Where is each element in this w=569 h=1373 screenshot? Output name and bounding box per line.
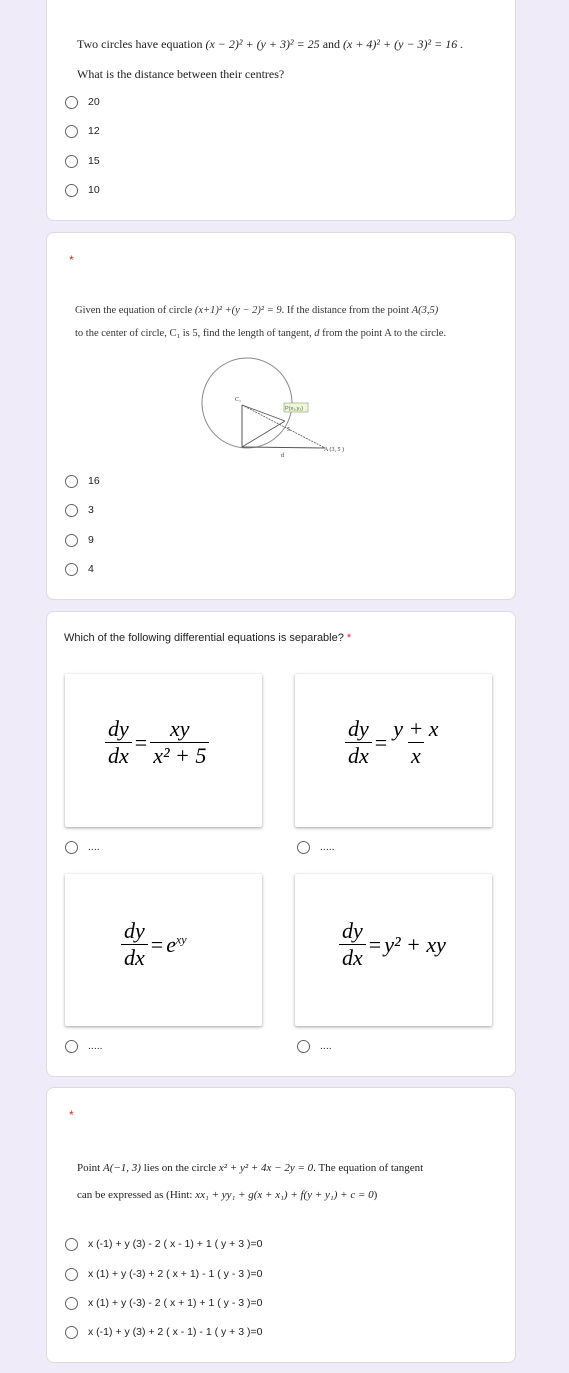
q4-mid: lies on the circle xyxy=(143,1162,217,1174)
q4-prefix: Point xyxy=(77,1162,101,1174)
q4-point: A(−1, 3) xyxy=(102,1162,141,1174)
denominator: dx xyxy=(345,742,372,769)
question-1-text: What is the distance between their centres? xyxy=(77,67,285,81)
option-label: 3 xyxy=(88,504,94,516)
choice-image-4 xyxy=(295,874,492,1026)
required-asterisk: * xyxy=(346,632,352,644)
q1-option-1[interactable] xyxy=(65,92,100,112)
rhs-expression: y² + xy xyxy=(384,931,446,957)
option-label: x (1) + y (-3) - 2 ( x + 1) + 1 ( y - 3 )=0 xyxy=(88,1297,263,1309)
choice-image-3 xyxy=(65,874,262,1026)
q4-suffix: . The equation of tangent xyxy=(313,1162,424,1174)
hyp-line xyxy=(242,405,325,448)
q1-intro: Two circles have equation xyxy=(77,37,203,51)
choice-image-2 xyxy=(295,674,492,827)
equals-sign: = xyxy=(150,931,164,957)
option-label: 10 xyxy=(88,184,100,196)
option-label: 20 xyxy=(88,96,100,108)
equation-4 xyxy=(339,918,446,971)
q1-equation-2: (x + 4)² + (y − 3)² = 16 . xyxy=(343,37,464,51)
radio-button[interactable] xyxy=(65,96,78,109)
numerator: dy xyxy=(348,716,369,741)
option-label: 9 xyxy=(88,534,94,546)
question-4-line-1 xyxy=(77,1162,423,1174)
denominator: x² + 5 xyxy=(150,742,209,769)
d-label: d xyxy=(281,453,284,459)
lhs-fraction xyxy=(339,918,366,971)
numerator: dy xyxy=(124,918,145,943)
circle-shape xyxy=(202,358,292,448)
top-line xyxy=(242,405,285,421)
radio-button[interactable] xyxy=(65,184,78,197)
q2-prefix: Given the equation of circle xyxy=(75,305,193,316)
numerator: dy xyxy=(108,716,129,741)
radio-button[interactable] xyxy=(65,475,78,488)
option-label: .... xyxy=(88,841,100,853)
tangent-diagram xyxy=(197,335,377,459)
question-4-line-2 xyxy=(77,1189,377,1201)
q2-option-4[interactable] xyxy=(65,559,94,579)
q3-option-1[interactable] xyxy=(65,837,100,857)
radio-button[interactable] xyxy=(65,1238,78,1251)
equals-sign: = xyxy=(368,931,382,957)
option-label: x (-1) + y (3) + 2 ( x - 1) - 1 ( y + 3 )=0 xyxy=(88,1326,263,1338)
point-a-label: A (3, 5 ) xyxy=(324,447,344,453)
equals-sign: = xyxy=(374,729,388,755)
option-label: 15 xyxy=(88,155,100,167)
denominator: x xyxy=(408,742,424,769)
radio-button[interactable] xyxy=(65,155,78,168)
radio-button[interactable] xyxy=(65,1297,78,1310)
denominator: dx xyxy=(105,742,132,769)
question-card-2 xyxy=(46,232,516,600)
exp-power: xy xyxy=(175,932,187,947)
radio-button[interactable] xyxy=(65,1040,78,1053)
q1-equation-1: (x − 2)² + (y + 3)² = 25 xyxy=(205,37,320,51)
q1-option-2[interactable] xyxy=(65,121,100,141)
q2-line2-suffix: from the point A to the circle. xyxy=(322,328,447,339)
radius-label: 5 xyxy=(287,427,290,433)
q4-option-2[interactable] xyxy=(65,1264,262,1284)
question-1-prompt xyxy=(77,37,463,52)
q3-option-4[interactable] xyxy=(297,1036,332,1056)
q4-circle-equation: x² + y² + 4x − 2y = 0 xyxy=(218,1162,314,1174)
radio-button[interactable] xyxy=(297,1040,310,1053)
option-label: .... xyxy=(320,1040,332,1052)
q2-option-3[interactable] xyxy=(65,530,94,550)
point-label-text: P(x₁,y₁) xyxy=(285,406,304,412)
q2-line2-text: to the center of circle, C₁ is 5, find the length of tangent, xyxy=(75,328,312,339)
radio-button[interactable] xyxy=(65,534,78,547)
question-2-line-1 xyxy=(75,305,438,316)
q4-hint-prefix: can be expressed as (Hint: xyxy=(77,1189,193,1201)
option-label: x (1) + y (-3) + 2 ( x + 1) - 1 ( y - 3 )=0 xyxy=(88,1268,263,1280)
q4-option-3[interactable] xyxy=(65,1293,262,1313)
radio-button[interactable] xyxy=(65,125,78,138)
lhs-fraction xyxy=(121,918,148,971)
lhs-fraction xyxy=(105,716,132,769)
equals-sign: = xyxy=(134,729,148,755)
question-card-1 xyxy=(46,0,516,221)
required-asterisk: * xyxy=(69,253,74,267)
lhs-fraction xyxy=(345,716,372,769)
q2-option-1[interactable] xyxy=(65,471,100,491)
exp-base: e xyxy=(166,931,176,957)
option-label: ..... xyxy=(320,841,335,853)
numerator: dy xyxy=(342,918,363,943)
option-label: 16 xyxy=(88,475,100,487)
choice-image-1 xyxy=(65,674,262,827)
to-tangent-point xyxy=(242,421,285,447)
q4-hint-equation: xx₁ + yy₁ + g(x + x₁) + f(y + y₁) + c = 0 xyxy=(195,1189,374,1201)
question-3-title xyxy=(64,632,351,644)
rhs-fraction xyxy=(390,716,441,769)
equation-1 xyxy=(105,716,209,769)
rhs-fraction xyxy=(150,716,209,769)
radio-button[interactable] xyxy=(65,563,78,576)
center-label: C₁ xyxy=(235,397,242,403)
radio-button[interactable] xyxy=(65,841,78,854)
q2-point: A(3,5) xyxy=(411,305,439,316)
q3-option-2[interactable] xyxy=(297,837,335,857)
q3-option-3[interactable] xyxy=(65,1036,103,1056)
numerator: y + x xyxy=(393,716,439,741)
option-label: ..... xyxy=(88,1040,103,1052)
q2-suffix: . If the distance from the point xyxy=(281,305,410,316)
q4-option-4[interactable] xyxy=(65,1322,262,1342)
q4-option-1[interactable] xyxy=(65,1234,262,1254)
q2-circle-equation: (x+1)² +(y − 2)² = 9 xyxy=(194,305,282,316)
q1-joiner: and xyxy=(322,37,341,51)
q2-option-2[interactable] xyxy=(65,500,94,520)
question-card-3 xyxy=(46,611,516,1077)
question-card-4 xyxy=(46,1087,516,1363)
q1-option-4[interactable] xyxy=(65,180,100,200)
equation-3 xyxy=(121,918,187,971)
option-label: 4 xyxy=(88,563,94,575)
equation-2 xyxy=(345,716,442,769)
radio-button[interactable] xyxy=(297,841,310,854)
denominator: dx xyxy=(121,944,148,971)
exponential xyxy=(166,932,186,958)
option-label: x (-1) + y (3) - 2 ( x - 1) + 1 ( y + 3 )=0 xyxy=(88,1238,263,1250)
radio-button[interactable] xyxy=(65,1268,78,1281)
q4-hint-suffix: ) xyxy=(373,1189,378,1201)
q3-title-text: Which of the following differential equations is separable? xyxy=(64,632,344,644)
numerator: xy xyxy=(170,716,190,741)
radio-button[interactable] xyxy=(65,504,78,517)
denominator: dx xyxy=(339,944,366,971)
q1-option-3[interactable] xyxy=(65,151,100,171)
radio-button[interactable] xyxy=(65,1326,78,1339)
option-label: 12 xyxy=(88,125,100,137)
q2-var-d: d xyxy=(314,328,320,339)
required-asterisk: * xyxy=(69,1108,74,1122)
